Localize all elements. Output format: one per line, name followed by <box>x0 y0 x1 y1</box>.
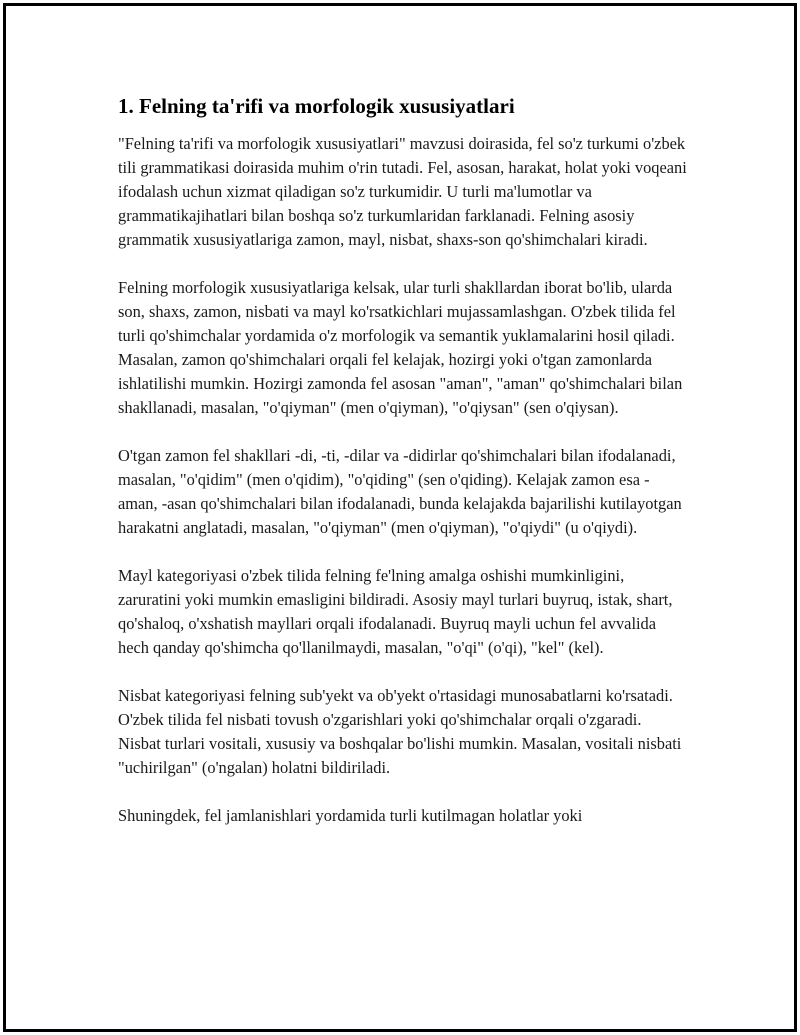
paragraph-morphology: Felning morfologik xususiyatlariga kelsak, ular turli shakllardan iborat bo'lib, ularda son, shaxs, zamon, nisbati va mayl ko'rsatkichlari mujassamlashgan. O'zbek tilida fel turli qo'shimchalar yordamida o'z morfologik va semantik yuklamalarini hosil qiladi. Masalan, zamon qo'shimchalari orqali fel kelajak, hozirgi yoki o'tgan zamonlarda ishlatilishi mumkin. Hozirgi zamonda fel asosan "aman", "aman" qo'shimchalari bilan shakllanadi, masalan, "o'qiyman" (men o'qiyman), "o'qiysan" (sen o'qiysan). <box>118 278 683 417</box>
document-body <box>118 92 688 852</box>
paragraph-continuation: Shuningdek, fel jamlanishlari yordamida turli kutilmagan holatlar yoki <box>118 806 583 825</box>
paragraph-mood: Mayl kategoriyasi o'zbek tilida felning fe'lning amalga oshishi mumkinligini, zaruratini yoki mumkin emasligini bildiradi. Asosiy mayl turlari buyruq, istak, shart, qo'shaloq, o'xshatish mayllari orqali ifodalanadi. Buyruq mayli uchun fel avvalida hech qanday qo'shimcha qo'llanilmaydi, masalan, "o'qi" (o'qi), "kel" (kel). <box>118 566 673 657</box>
section-heading: 1. Felning ta'rifi va morfologik xususiyatlari <box>118 94 515 118</box>
paragraph-past-future-tense: O'tgan zamon fel shakllari -di, -ti, -dilar va -didirlar qo'shimchalari bilan ifodalanadi, masalan, "o'qidim" (men o'qidim), "o'qiding" (sen o'qiding). Kelajak zamon esa -aman, -asan qo'shimchalari bilan ifodalanadi, bunda kelajakda bajarilishi kutilayotgan harakatni anglatadi, masalan, "o'qiyman" (men o'qiyman), "o'qiydi" (u o'qiydi). <box>118 446 682 537</box>
paragraph-definition: "Felning ta'rifi va morfologik xususiyatlari" mavzusi doirasida, fel so'z turkumi o'zbek tili grammatikasi doirasida muhim o'rin tutadi. Fel, asosan, harakat, holat yoki voqeani ifodalash uchun xizmat qiladigan so'z turkumidir. U turli ma'lumotlar va grammatikajihatlari bilan boshqa so'z turkumlaridan farklanadi. Felning asosiy grammatik xususiyatlariga zamon, mayl, nisbat, shaxs-son qo'shimchalari kiradi. <box>118 134 687 249</box>
paragraph-voice: Nisbat kategoriyasi felning sub'yekt va ob'yekt o'rtasidagi munosabatlarni ko'rsatadi. O'zbek tilida fel nisbati tovush o'zgarishlari yoki qo'shimchalar orqali o'zgaradi. Nisbat turlari vositali, xususiy va boshqalar bo'lishi mumkin. Masalan, vositali nisbati "uchirilgan" (o'ngalan) holatni bildiriladi. <box>118 686 682 777</box>
